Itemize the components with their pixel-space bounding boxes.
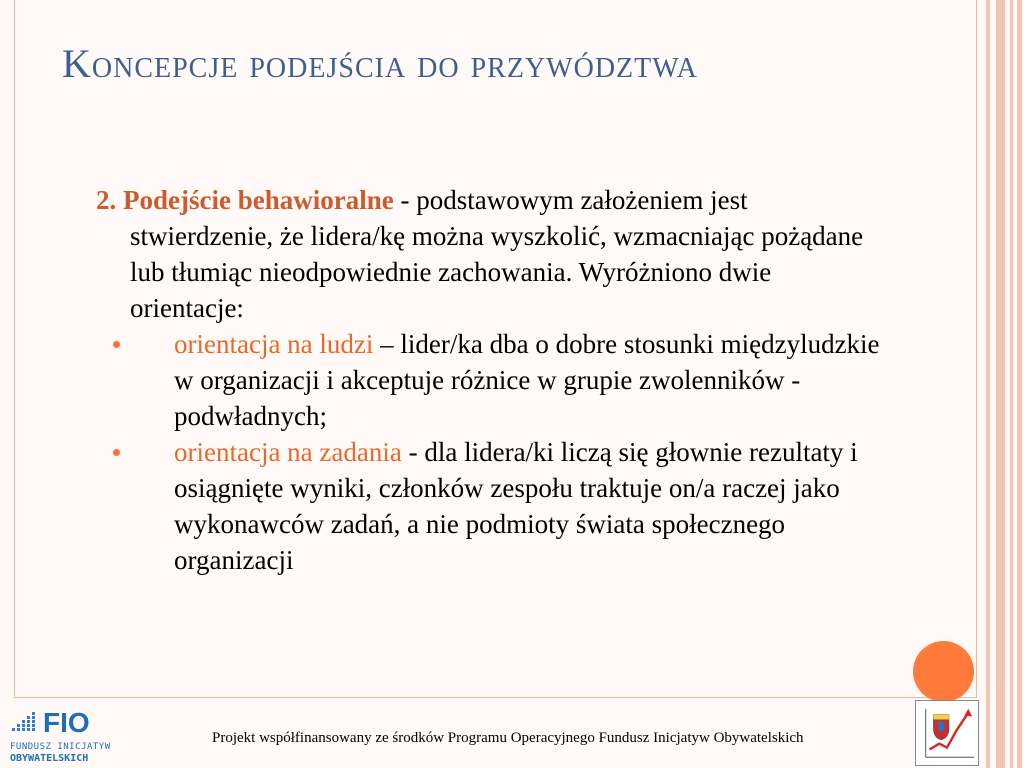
fio-logo-brand: FIO xyxy=(43,707,90,738)
intro-paragraph xyxy=(96,182,886,326)
bullet-text: – lider/ka dba o dobre stosunki międzyludzkie w organizacji i akceptuje różnice w grupie zwolenników - podwładnych; xyxy=(174,329,880,431)
intro-number: 2. xyxy=(96,185,117,215)
decor-stripe xyxy=(1010,0,1013,768)
bullet-term: orientacja na zadania xyxy=(174,437,402,467)
slide-title: Koncepcje podejścia do przywództwa xyxy=(62,41,698,86)
decor-stripe xyxy=(996,0,1005,768)
bullet-item xyxy=(96,326,886,434)
intro-heading: Podejście behawioralne xyxy=(123,185,394,215)
bullet-dot-icon xyxy=(113,449,120,456)
fio-logo-line2: OBYWATELSKICH xyxy=(10,753,89,764)
bullet-text: - dla lidera/ki liczą się głownie rezultaty i osiągnięte wyniki, członków zespołu traktuje on/a raczej jako wykonawców zadań, a nie podmioty świata społecznego organizacji xyxy=(174,437,858,575)
funding-note: Projekt współfinansowany ze środków Programu Operacyjnego Fundusz Inicjatyw Obywatelskich xyxy=(212,730,804,746)
bullet-item xyxy=(96,434,886,578)
bullet-list xyxy=(96,326,886,578)
coat-of-arms-chart-logo xyxy=(915,700,979,766)
fio-dots-icon xyxy=(12,712,35,731)
intro-text: - podstawowym założeniem jest stwierdzenie, że lidera/kę można wyszkolić, wzmacniając pożądane lub tłumiąc nieodpowiednie zachowania. Wyróżniono dwie orientacje: xyxy=(130,185,864,323)
decor-circle xyxy=(913,641,974,702)
bullet-dot-icon xyxy=(113,341,120,348)
fio-logo-line1: FUNDUSZ INICJATYW xyxy=(10,742,111,752)
fio-logo xyxy=(8,702,136,766)
decor-stripe xyxy=(986,0,990,768)
bullet-term: orientacja na ludzi xyxy=(174,329,374,359)
slide-content xyxy=(96,182,886,578)
decor-stripe xyxy=(1017,0,1022,768)
